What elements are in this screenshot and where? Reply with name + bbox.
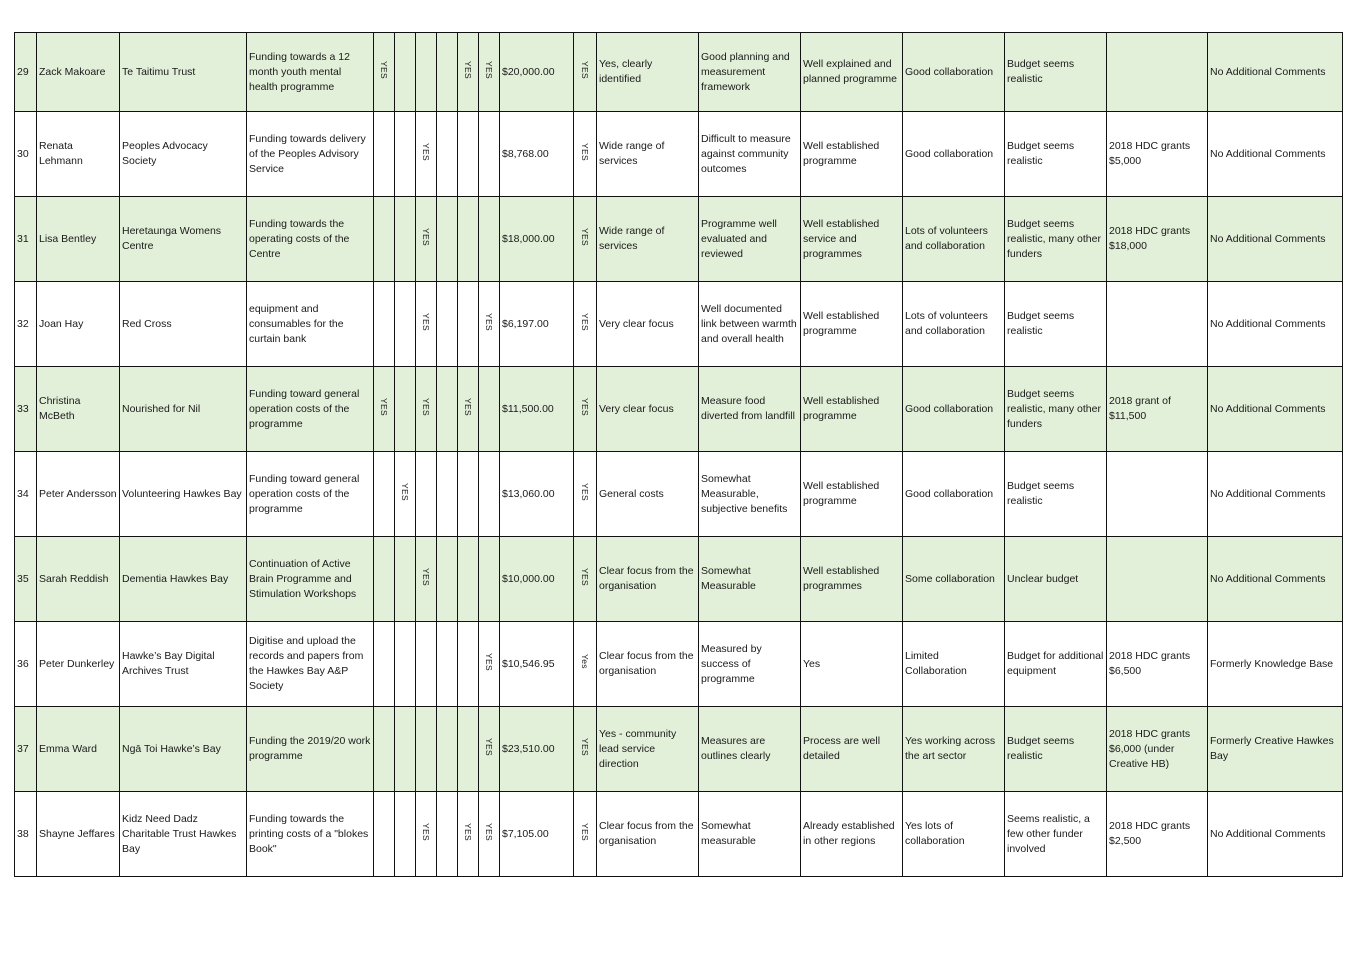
criteria-flag-6-cell bbox=[479, 33, 500, 112]
delivery-assessment-cell: Well established programme bbox=[801, 367, 903, 452]
criteria-flag-2-cell bbox=[395, 452, 416, 537]
criteria-flag-3: YES bbox=[421, 142, 431, 161]
funding-purpose-cell: Funding toward general operation costs of the programme bbox=[247, 367, 374, 452]
funding-purpose-cell: Funding towards a 12 month youth mental health programme bbox=[247, 33, 374, 112]
funding-purpose-cell: Funding the 2019/20 work programme bbox=[247, 707, 374, 792]
criteria-flag-6: YES bbox=[484, 60, 494, 79]
applicant-name-cell: Peter Andersson bbox=[37, 452, 120, 537]
previous-grants-cell: 2018 HDC grants $6,000 (under Creative HB) bbox=[1107, 707, 1208, 792]
organisation-name-cell: Red Cross bbox=[120, 282, 247, 367]
outcomes-assessment-cell: Good planning and measurement framework bbox=[699, 33, 801, 112]
eligibility-flag: YES bbox=[580, 142, 590, 161]
criteria-flag-3-cell bbox=[416, 33, 437, 112]
table-row bbox=[15, 537, 1343, 622]
additional-comments-cell: No Additional Comments bbox=[1208, 112, 1343, 197]
applicant-name-cell: Shayne Jeffares bbox=[37, 792, 120, 877]
additional-comments-cell: No Additional Comments bbox=[1208, 367, 1343, 452]
criteria-flag-2-cell bbox=[395, 197, 416, 282]
previous-grants-cell: 2018 HDC grants $18,000 bbox=[1107, 197, 1208, 282]
delivery-assessment-cell: Well explained and planned programme bbox=[801, 33, 903, 112]
delivery-assessment-cell: Well established programmes bbox=[801, 537, 903, 622]
organisation-name-cell: Heretaunga Womens Centre bbox=[120, 197, 247, 282]
applicant-name-cell: Emma Ward bbox=[37, 707, 120, 792]
requested-amount-cell: $20,000.00 bbox=[500, 33, 574, 112]
criteria-flag-3-cell bbox=[416, 452, 437, 537]
criteria-flag-4-cell bbox=[437, 622, 458, 707]
criteria-flag-6-cell bbox=[479, 792, 500, 877]
applicant-name-cell: Christina McBeth bbox=[37, 367, 120, 452]
criteria-flag-2-cell bbox=[395, 622, 416, 707]
need-assessment-cell: Yes, clearly identified bbox=[597, 33, 699, 112]
organisation-name-cell: Nourished for Nil bbox=[120, 367, 247, 452]
budget-assessment-cell: Budget seems realistic bbox=[1005, 33, 1107, 112]
eligibility-flag: YES bbox=[580, 822, 590, 841]
criteria-flag-3: YES bbox=[421, 227, 431, 246]
criteria-flag-6-cell bbox=[479, 622, 500, 707]
requested-amount-cell: $8,768.00 bbox=[500, 112, 574, 197]
table-row bbox=[15, 792, 1343, 877]
funding-purpose-cell: Continuation of Active Brain Programme and Stimulation Workshops bbox=[247, 537, 374, 622]
requested-amount-cell: $11,500.00 bbox=[500, 367, 574, 452]
criteria-flag-6-cell bbox=[479, 197, 500, 282]
criteria-flag-2-cell bbox=[395, 537, 416, 622]
criteria-flag-5-cell bbox=[458, 197, 479, 282]
eligibility-flag-cell bbox=[574, 792, 597, 877]
previous-grants-cell bbox=[1107, 537, 1208, 622]
criteria-flag-5: YES bbox=[463, 397, 473, 416]
criteria-flag-6-cell bbox=[479, 537, 500, 622]
table-row bbox=[15, 112, 1343, 197]
eligibility-flag-cell bbox=[574, 452, 597, 537]
delivery-assessment-cell: Well established service and programmes bbox=[801, 197, 903, 282]
applicant-number-cell: 36 bbox=[15, 622, 37, 707]
requested-amount-cell: $10,000.00 bbox=[500, 537, 574, 622]
criteria-flag-1-cell bbox=[374, 792, 395, 877]
criteria-flag-6-cell bbox=[479, 452, 500, 537]
eligibility-flag-cell bbox=[574, 112, 597, 197]
criteria-flag-4-cell bbox=[437, 707, 458, 792]
requested-amount-cell: $6,197.00 bbox=[500, 282, 574, 367]
criteria-flag-3: YES bbox=[421, 822, 431, 841]
funding-purpose-cell: equipment and consumables for the curtain bank bbox=[247, 282, 374, 367]
criteria-flag-2-cell bbox=[395, 367, 416, 452]
criteria-flag-1-cell bbox=[374, 537, 395, 622]
criteria-flag-3-cell bbox=[416, 537, 437, 622]
additional-comments-cell: No Additional Comments bbox=[1208, 282, 1343, 367]
need-assessment-cell: Clear focus from the organisation bbox=[597, 622, 699, 707]
grant-applications-table bbox=[14, 32, 1343, 877]
applicant-number-cell: 33 bbox=[15, 367, 37, 452]
criteria-flag-1-cell bbox=[374, 622, 395, 707]
requested-amount-cell: $13,060.00 bbox=[500, 452, 574, 537]
criteria-flag-6-cell bbox=[479, 282, 500, 367]
outcomes-assessment-cell: Somewhat Measurable bbox=[699, 537, 801, 622]
organisation-name-cell: Ngā Toi Hawke’s Bay bbox=[120, 707, 247, 792]
criteria-flag-2-cell bbox=[395, 112, 416, 197]
eligibility-flag: YES bbox=[580, 60, 590, 79]
funding-purpose-cell: Funding toward general operation costs of the programme bbox=[247, 452, 374, 537]
funding-purpose-cell: Funding towards delivery of the Peoples Advisory Service bbox=[247, 112, 374, 197]
eligibility-flag-cell bbox=[574, 707, 597, 792]
requested-amount-cell: $10,546.95 bbox=[500, 622, 574, 707]
eligibility-flag-cell bbox=[574, 197, 597, 282]
outcomes-assessment-cell: Difficult to measure against community outcomes bbox=[699, 112, 801, 197]
criteria-flag-2: YES bbox=[400, 482, 410, 501]
budget-assessment-cell: Budget seems realistic bbox=[1005, 452, 1107, 537]
applicant-name-cell: Zack Makoare bbox=[37, 33, 120, 112]
collaboration-assessment-cell: Yes working across the art sector bbox=[903, 707, 1005, 792]
outcomes-assessment-cell: Somewhat Measurable, subjective benefits bbox=[699, 452, 801, 537]
eligibility-flag-cell bbox=[574, 282, 597, 367]
funding-purpose-cell: Digitise and upload the records and papers from the Hawkes Bay A&P Society bbox=[247, 622, 374, 707]
additional-comments-cell: Formerly Knowledge Base bbox=[1208, 622, 1343, 707]
applicant-number-cell: 37 bbox=[15, 707, 37, 792]
criteria-flag-2-cell bbox=[395, 33, 416, 112]
funding-purpose-cell: Funding towards the operating costs of the Centre bbox=[247, 197, 374, 282]
organisation-name-cell: Kidz Need Dadz Charitable Trust Hawkes Bay bbox=[120, 792, 247, 877]
criteria-flag-1-cell bbox=[374, 282, 395, 367]
table-row bbox=[15, 197, 1343, 282]
eligibility-flag-cell bbox=[574, 537, 597, 622]
eligibility-flag: YES bbox=[580, 227, 590, 246]
need-assessment-cell: Very clear focus bbox=[597, 367, 699, 452]
organisation-name-cell: Te Taitimu Trust bbox=[120, 33, 247, 112]
criteria-flag-6: YES bbox=[484, 737, 494, 756]
previous-grants-cell: 2018 grant of $11,500 bbox=[1107, 367, 1208, 452]
organisation-name-cell: Volunteering Hawkes Bay bbox=[120, 452, 247, 537]
additional-comments-cell: No Additional Comments bbox=[1208, 197, 1343, 282]
applicant-number-cell: 30 bbox=[15, 112, 37, 197]
criteria-flag-5-cell bbox=[458, 707, 479, 792]
collaboration-assessment-cell: Good collaboration bbox=[903, 452, 1005, 537]
criteria-flag-1: YES bbox=[379, 397, 389, 416]
delivery-assessment-cell: Well established programme bbox=[801, 282, 903, 367]
collaboration-assessment-cell: Good collaboration bbox=[903, 112, 1005, 197]
table-row bbox=[15, 707, 1343, 792]
criteria-flag-3-cell bbox=[416, 622, 437, 707]
delivery-assessment-cell: Well established programme bbox=[801, 452, 903, 537]
criteria-flag-4-cell bbox=[437, 282, 458, 367]
criteria-flag-1-cell bbox=[374, 367, 395, 452]
table-row bbox=[15, 33, 1343, 112]
criteria-flag-2-cell bbox=[395, 792, 416, 877]
need-assessment-cell: Very clear focus bbox=[597, 282, 699, 367]
eligibility-flag-cell bbox=[574, 622, 597, 707]
collaboration-assessment-cell: Yes lots of collaboration bbox=[903, 792, 1005, 877]
criteria-flag-5-cell bbox=[458, 622, 479, 707]
budget-assessment-cell: Budget seems realistic, many other funders bbox=[1005, 367, 1107, 452]
criteria-flag-6: YES bbox=[484, 822, 494, 841]
criteria-flag-6: YES bbox=[484, 312, 494, 331]
previous-grants-cell bbox=[1107, 452, 1208, 537]
budget-assessment-cell: Budget seems realistic bbox=[1005, 112, 1107, 197]
applicant-name-cell: Peter Dunkerley bbox=[37, 622, 120, 707]
previous-grants-cell: 2018 HDC grants $2,500 bbox=[1107, 792, 1208, 877]
criteria-flag-4-cell bbox=[437, 792, 458, 877]
criteria-flag-5-cell bbox=[458, 112, 479, 197]
organisation-name-cell: Peoples Advocacy Society bbox=[120, 112, 247, 197]
eligibility-flag-cell bbox=[574, 33, 597, 112]
criteria-flag-5-cell bbox=[458, 282, 479, 367]
criteria-flag-5-cell bbox=[458, 452, 479, 537]
criteria-flag-3-cell bbox=[416, 367, 437, 452]
table-row bbox=[15, 452, 1343, 537]
need-assessment-cell: Clear focus from the organisation bbox=[597, 792, 699, 877]
applicant-number-cell: 29 bbox=[15, 33, 37, 112]
criteria-flag-6-cell bbox=[479, 367, 500, 452]
applicant-number-cell: 35 bbox=[15, 537, 37, 622]
criteria-flag-5-cell bbox=[458, 537, 479, 622]
budget-assessment-cell: Unclear budget bbox=[1005, 537, 1107, 622]
criteria-flag-5: YES bbox=[463, 822, 473, 841]
additional-comments-cell: No Additional Comments bbox=[1208, 537, 1343, 622]
criteria-flag-4-cell bbox=[437, 197, 458, 282]
funding-purpose-cell: Funding towards the printing costs of a "blokes Book" bbox=[247, 792, 374, 877]
criteria-flag-1-cell bbox=[374, 112, 395, 197]
criteria-flag-4-cell bbox=[437, 33, 458, 112]
delivery-assessment-cell: Process are well detailed bbox=[801, 707, 903, 792]
additional-comments-cell: No Additional Comments bbox=[1208, 452, 1343, 537]
previous-grants-cell: 2018 HDC grants $5,000 bbox=[1107, 112, 1208, 197]
outcomes-assessment-cell: Measures are outlines clearly bbox=[699, 707, 801, 792]
criteria-flag-3: YES bbox=[421, 312, 431, 331]
criteria-flag-2-cell bbox=[395, 282, 416, 367]
criteria-flag-3-cell bbox=[416, 282, 437, 367]
applicant-number-cell: 34 bbox=[15, 452, 37, 537]
previous-grants-cell: 2018 HDC grants $6,500 bbox=[1107, 622, 1208, 707]
delivery-assessment-cell: Yes bbox=[801, 622, 903, 707]
eligibility-flag: YES bbox=[580, 737, 590, 756]
previous-grants-cell bbox=[1107, 33, 1208, 112]
applicant-number-cell: 31 bbox=[15, 197, 37, 282]
budget-assessment-cell: Budget seems realistic bbox=[1005, 707, 1107, 792]
need-assessment-cell: Yes - community lead service direction bbox=[597, 707, 699, 792]
budget-assessment-cell: Budget for additional equipment bbox=[1005, 622, 1107, 707]
applicant-number-cell: 32 bbox=[15, 282, 37, 367]
outcomes-assessment-cell: Somewhat measurable bbox=[699, 792, 801, 877]
criteria-flag-4-cell bbox=[437, 537, 458, 622]
outcomes-assessment-cell: Well documented link between warmth and overall health bbox=[699, 282, 801, 367]
additional-comments-cell: Formerly Creative Hawkes Bay bbox=[1208, 707, 1343, 792]
criteria-flag-6-cell bbox=[479, 707, 500, 792]
outcomes-assessment-cell: Measured by success of programme bbox=[699, 622, 801, 707]
collaboration-assessment-cell: Lots of volunteers and collaboration bbox=[903, 282, 1005, 367]
criteria-flag-4-cell bbox=[437, 367, 458, 452]
eligibility-flag: YES bbox=[580, 567, 590, 586]
outcomes-assessment-cell: Measure food diverted from landfill bbox=[699, 367, 801, 452]
criteria-flag-3-cell bbox=[416, 112, 437, 197]
table-row bbox=[15, 282, 1343, 367]
criteria-flag-4-cell bbox=[437, 112, 458, 197]
criteria-flag-3-cell bbox=[416, 197, 437, 282]
outcomes-assessment-cell: Programme well evaluated and reviewed bbox=[699, 197, 801, 282]
budget-assessment-cell: Budget seems realistic, many other funders bbox=[1005, 197, 1107, 282]
requested-amount-cell: $18,000.00 bbox=[500, 197, 574, 282]
criteria-flag-2-cell bbox=[395, 707, 416, 792]
criteria-flag-1-cell bbox=[374, 707, 395, 792]
criteria-flag-5-cell bbox=[458, 792, 479, 877]
applicant-number-cell: 38 bbox=[15, 792, 37, 877]
applicant-name-cell: Sarah Reddish bbox=[37, 537, 120, 622]
organisation-name-cell: Hawke’s Bay Digital Archives Trust bbox=[120, 622, 247, 707]
need-assessment-cell: Clear focus from the organisation bbox=[597, 537, 699, 622]
criteria-flag-3-cell bbox=[416, 707, 437, 792]
criteria-flag-3-cell bbox=[416, 792, 437, 877]
applicant-name-cell: Joan Hay bbox=[37, 282, 120, 367]
collaboration-assessment-cell: Lots of volunteers and collaboration bbox=[903, 197, 1005, 282]
criteria-flag-5: YES bbox=[463, 60, 473, 79]
criteria-flag-1-cell bbox=[374, 197, 395, 282]
collaboration-assessment-cell: Some collaboration bbox=[903, 537, 1005, 622]
need-assessment-cell: Wide range of services bbox=[597, 197, 699, 282]
criteria-flag-4-cell bbox=[437, 452, 458, 537]
delivery-assessment-cell: Already established in other regions bbox=[801, 792, 903, 877]
organisation-name-cell: Dementia Hawkes Bay bbox=[120, 537, 247, 622]
budget-assessment-cell: Budget seems realistic bbox=[1005, 282, 1107, 367]
table-row bbox=[15, 367, 1343, 452]
collaboration-assessment-cell: Limited Collaboration bbox=[903, 622, 1005, 707]
eligibility-flag: YES bbox=[580, 312, 590, 331]
criteria-flag-3: YES bbox=[421, 567, 431, 586]
need-assessment-cell: General costs bbox=[597, 452, 699, 537]
criteria-flag-1-cell bbox=[374, 33, 395, 112]
criteria-flag-5-cell bbox=[458, 33, 479, 112]
eligibility-flag-cell bbox=[574, 367, 597, 452]
criteria-flag-6-cell bbox=[479, 112, 500, 197]
criteria-flag-3: YES bbox=[421, 397, 431, 416]
need-assessment-cell: Wide range of services bbox=[597, 112, 699, 197]
criteria-flag-5-cell bbox=[458, 367, 479, 452]
table-row bbox=[15, 622, 1343, 707]
eligibility-flag: YES bbox=[580, 482, 590, 501]
collaboration-assessment-cell: Good collaboration bbox=[903, 367, 1005, 452]
applicant-name-cell: Lisa Bentley bbox=[37, 197, 120, 282]
delivery-assessment-cell: Well established programme bbox=[801, 112, 903, 197]
previous-grants-cell bbox=[1107, 282, 1208, 367]
criteria-flag-1-cell bbox=[374, 452, 395, 537]
additional-comments-cell: No Additional Comments bbox=[1208, 792, 1343, 877]
requested-amount-cell: $7,105.00 bbox=[500, 792, 574, 877]
additional-comments-cell: No Additional Comments bbox=[1208, 33, 1343, 112]
eligibility-flag: Yes bbox=[580, 654, 590, 669]
criteria-flag-1: YES bbox=[379, 60, 389, 79]
eligibility-flag: YES bbox=[580, 397, 590, 416]
collaboration-assessment-cell: Good collaboration bbox=[903, 33, 1005, 112]
budget-assessment-cell: Seems realistic, a few other funder involved bbox=[1005, 792, 1107, 877]
requested-amount-cell: $23,510.00 bbox=[500, 707, 574, 792]
criteria-flag-6: YES bbox=[484, 652, 494, 671]
applicant-name-cell: Renata Lehmann bbox=[37, 112, 120, 197]
